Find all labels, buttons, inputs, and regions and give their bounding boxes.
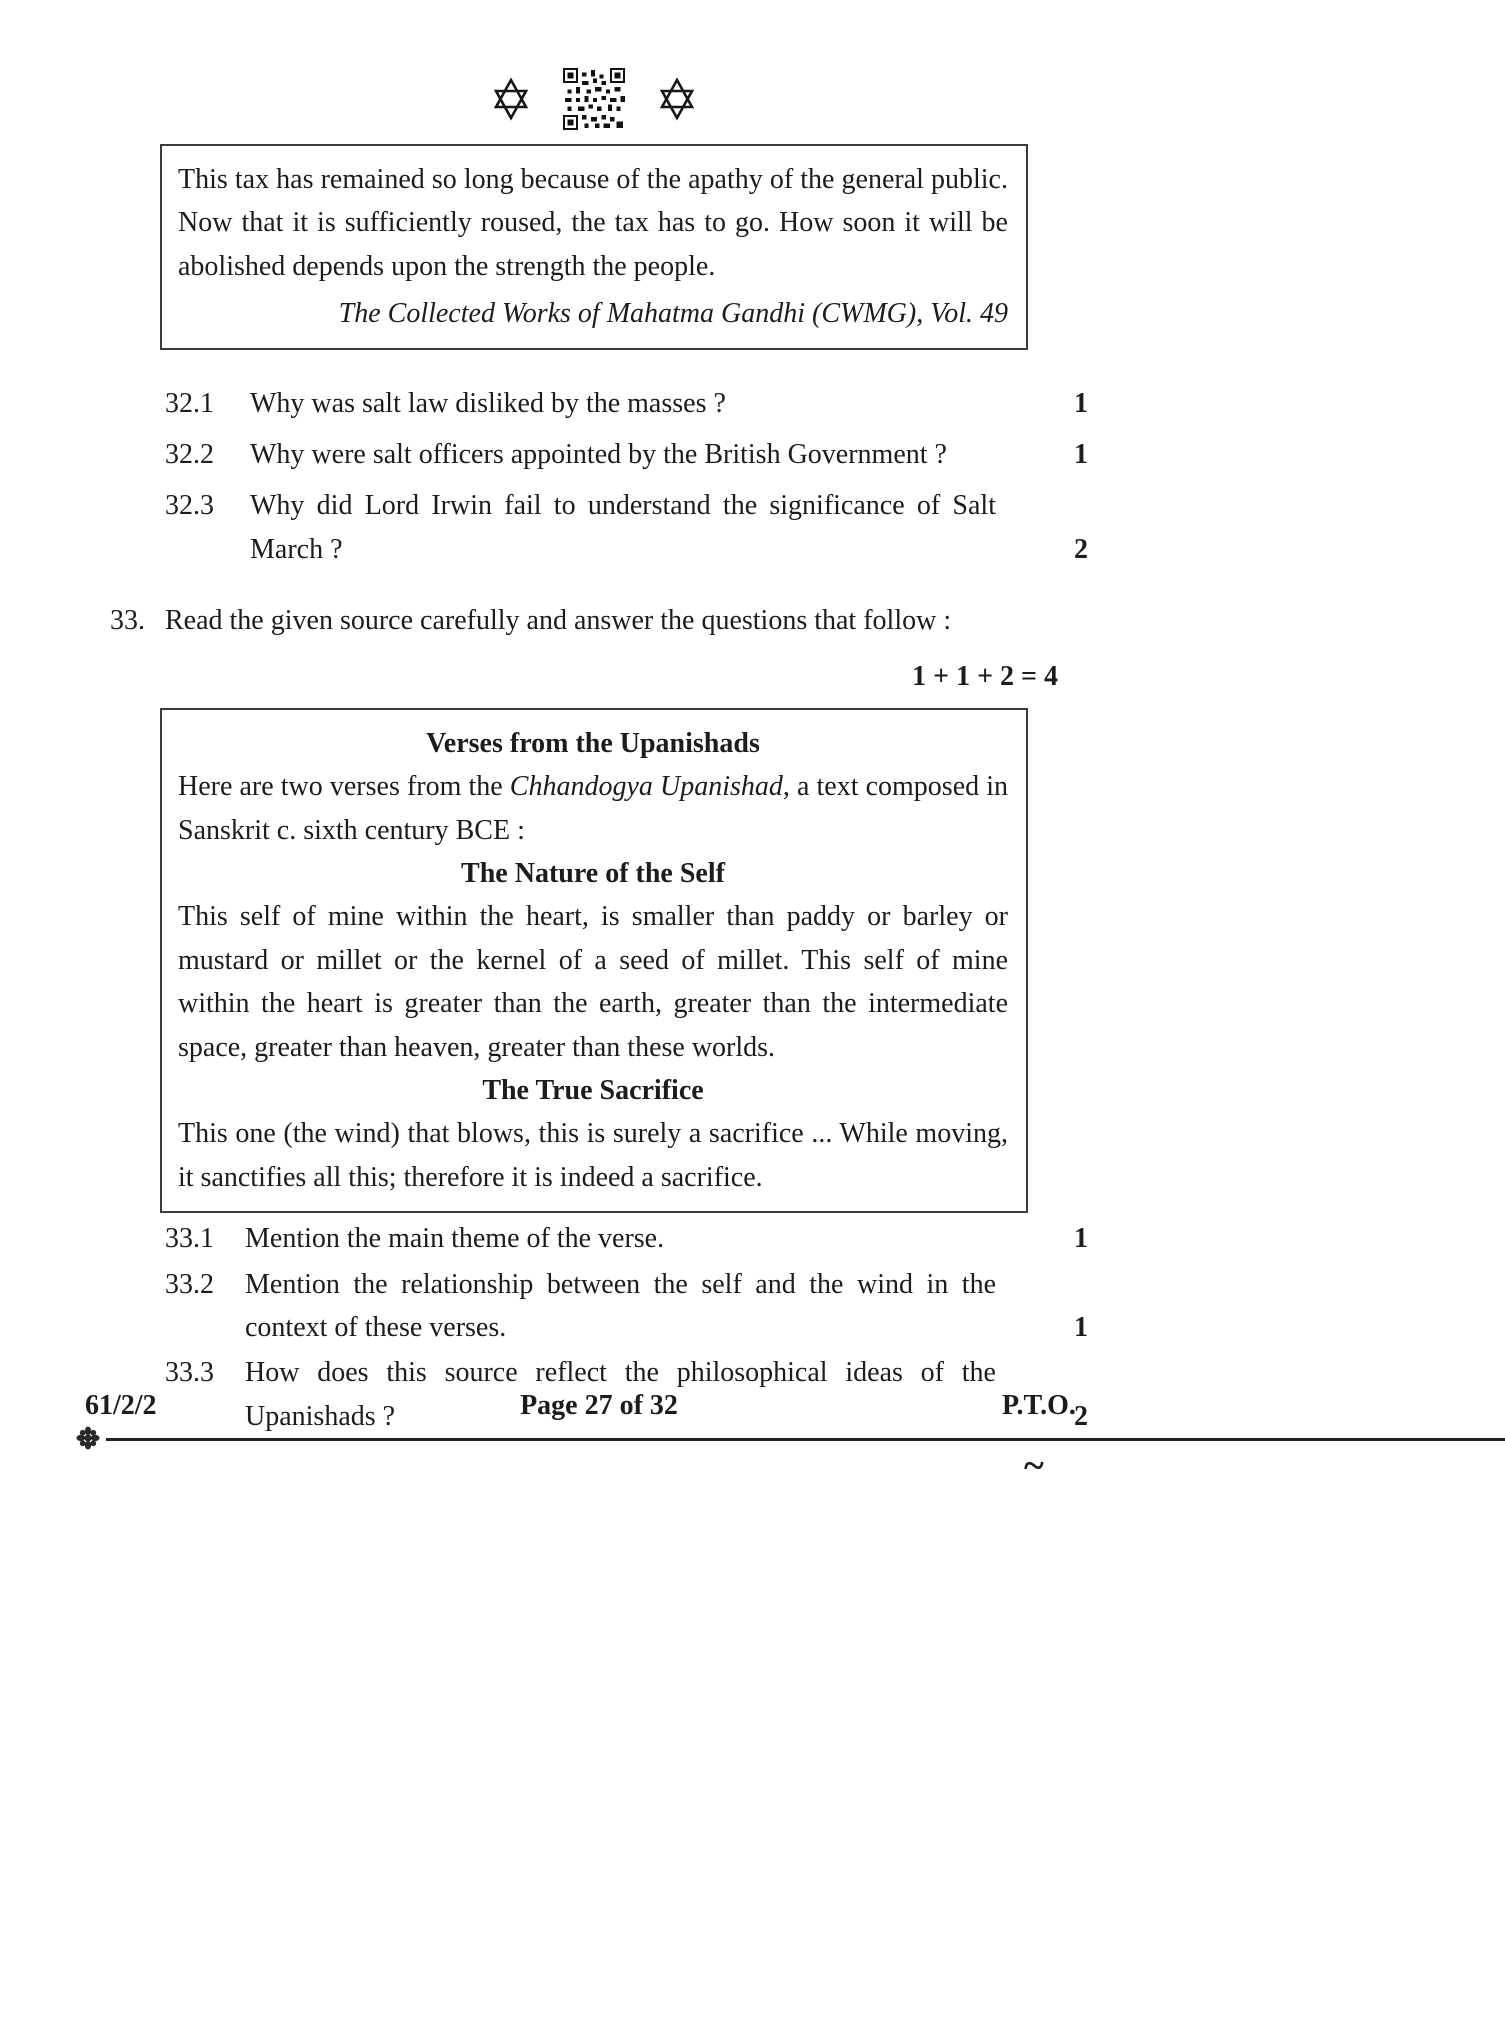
header-icons — [160, 68, 1028, 130]
qr-code — [563, 68, 625, 130]
footer-divider — [106, 1438, 1505, 1441]
source-heading: The Nature of the Self — [461, 858, 725, 890]
page-indicator: Page 27 of 32 — [520, 1390, 678, 1421]
upanishad-source-box — [160, 708, 1028, 1213]
quote-source-box — [160, 144, 1028, 350]
source-intro-post: , a text composed in Sanskrit c. sixth century BCE : — [178, 771, 1009, 846]
star-of-david-icon — [657, 77, 697, 121]
question-row — [165, 1217, 1088, 1260]
question-number: 32.3 — [165, 490, 214, 522]
source-intro-italic: Chhandogya Upanishad — [509, 771, 783, 803]
source-paragraph: This self of mine within the heart, is smaller than paddy or barley or mustard or millet or the kernel of a seed of millet. This self of mine within the heart is greater than the earth, greater than the intermediate space, greater than heaven, greater than these worlds. — [178, 901, 1008, 1063]
source-paragraph: This one (the wind) that blows, this is surely a sacrifice ... While moving, it sanctifies all this; therefore it is indeed a sacrifice. — [178, 1118, 1008, 1193]
question-number: 33.1 — [165, 1223, 214, 1255]
question-number: 33.3 — [165, 1357, 214, 1389]
source-intro-pre: Here are two verses from the — [178, 771, 510, 803]
quote-text: This tax has remained so long because of the apathy of the general public. Now that it is sufficiently roused, the tax has to go. How soon it will be abolished depends upon the strength the people. — [178, 164, 1008, 282]
source-title: Verses from the Upanishads — [426, 727, 760, 759]
star-of-david-icon — [491, 77, 531, 121]
page-content — [110, 68, 1088, 1438]
question-33-intro — [110, 599, 1088, 642]
source-intro-paragraph — [178, 765, 1008, 852]
question-row — [165, 1263, 1088, 1350]
flower-icon — [76, 1426, 100, 1450]
question-32-subquestions — [110, 382, 1088, 572]
question-marks: 1 — [1074, 438, 1088, 470]
pto-label: P.T.O. — [1002, 1390, 1076, 1421]
question-marks: 2 — [1074, 533, 1088, 565]
question-marks: 1 — [1074, 387, 1088, 419]
question-number: 32.2 — [165, 438, 214, 470]
tilde-mark: ~ — [1024, 1445, 1044, 1487]
question-text: Mention the main theme of the verse. — [245, 1223, 665, 1255]
question-marks: 1 — [1074, 1223, 1088, 1255]
question-row — [165, 382, 1088, 425]
question-text: How does this source reflect the philosophical ideas of the Upanishads ? — [245, 1357, 996, 1432]
question-number: 32.1 — [165, 387, 214, 419]
question-number: 33. — [110, 605, 145, 637]
paper-code: 61/2/2 — [85, 1390, 157, 1421]
marks-scheme: 1 + 1 + 2 = 4 — [912, 660, 1058, 692]
question-marks: 2 — [1074, 1400, 1088, 1432]
question-row — [165, 484, 1088, 571]
source-heading: The True Sacrifice — [482, 1075, 704, 1107]
question-text: Mention the relationship between the self and the wind in the context of these verses. — [245, 1268, 996, 1343]
question-text: Why did Lord Irwin fail to understand the significance of Salt March ? — [250, 490, 996, 565]
question-intro-text: Read the given source carefully and answer the questions that follow : — [165, 605, 952, 637]
quote-attribution: The Collected Works of Mahatma Gandhi (CWMG), Vol. 49 — [338, 298, 1008, 330]
question-number: 33.2 — [165, 1268, 214, 1300]
question-text: Why were salt officers appointed by the British Government ? — [250, 438, 947, 470]
question-marks: 1 — [1074, 1311, 1088, 1343]
question-row — [165, 433, 1088, 476]
question-text: Why was salt law disliked by the masses ? — [250, 387, 726, 419]
